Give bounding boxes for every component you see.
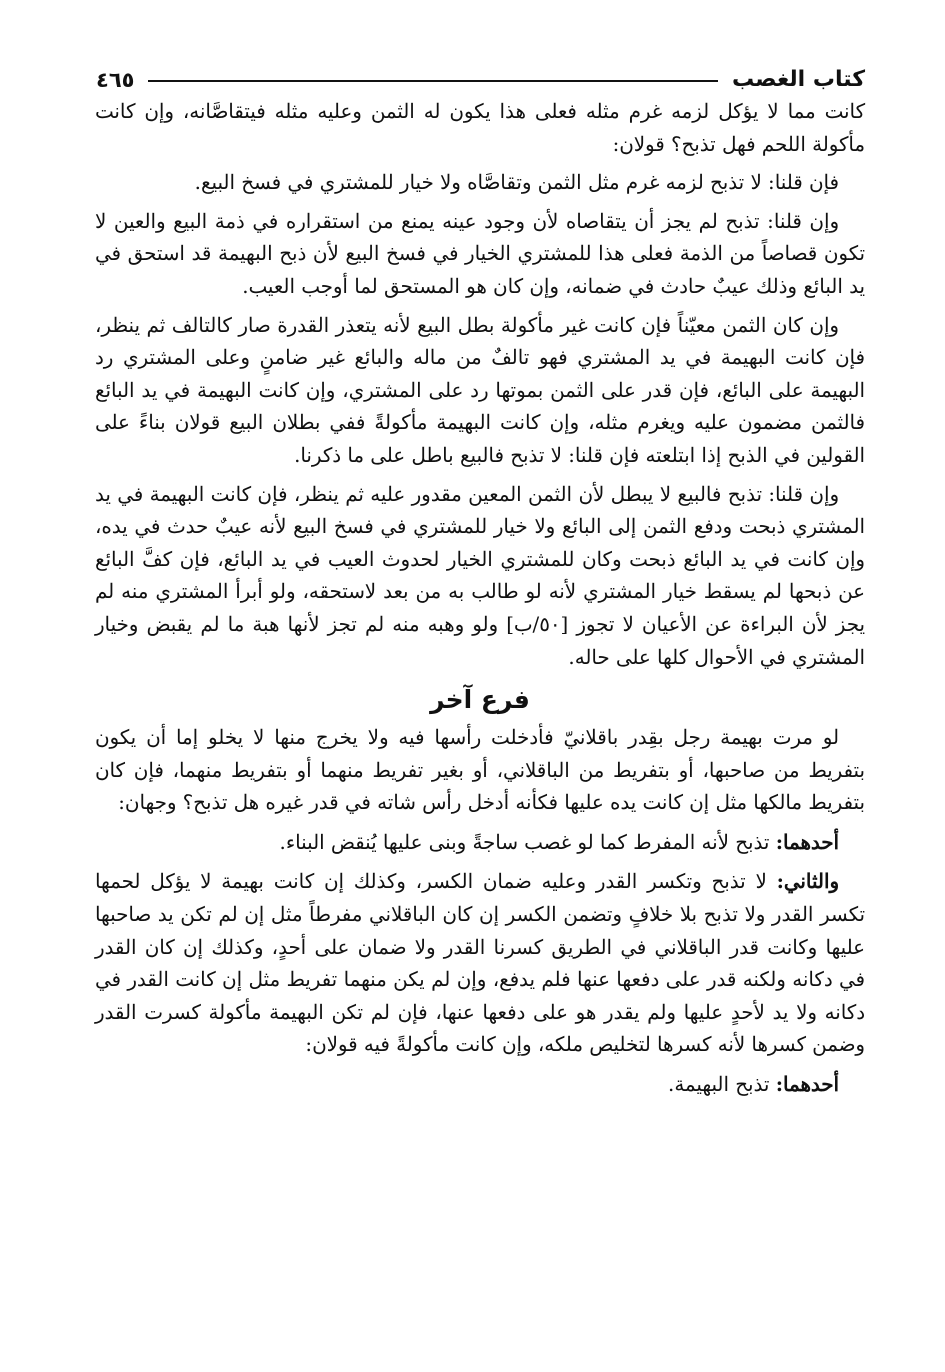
paragraph-2: فإن قلنا: لا تذبح لزمه غرم مثل الثمن وتقاصَّاه ولا خيار للمشتري في فسخ البيع. [194, 171, 839, 195]
opinion-label-third: أحدهما: [775, 1072, 839, 1097]
opinion-text-second: لا تذبح وتكسر القدر وعليه ضمان الكسر، وكذلك إن كانت بهيمة لا يؤكل لحمها تكسر القدر ولا تذبح بلا خلافٍ وتضمن الكسر إن كان الباقلاني مفرطاً مثل إن لم تكن يد صاحبها عليها وكانت قدر الباقلاني في الطريق كسرنا القدر ولا ضمان على أحدٍ، وكذلك إن كان القدر في دكانه ولكنه قدر على دفعها عنها فلم يدفع، وإن لم يكن منهما تفريط مثل إن كانت القدر في دكانه ولا يد لأحدٍ عليها ولم يقدر هو على دفعها عنها، فإن لم تكن البهيمة مأكولة كسرت القدر وضمن كسرها لأنه كسرها لتخليص ملكه، وإن كانت مأكولةً فيه قولان: [95, 870, 865, 1057]
paragraph-8 [95, 865, 865, 1062]
opinion-label-second: والثاني: [776, 869, 839, 894]
opinion-text-first: تذبح لأنه المفرط كما لو غصب ساجةً وبنى عليها يُنقض البناء. [279, 830, 776, 854]
paragraph-5: وإن قلنا: تذبح فالبيع لا يبطل لأن الثمن المعين مقدور عليه ثم ينظر، فإن كانت البهيمة في يد المشتري ذبحت ودفع الثمن إلى البائع ولا خيار للمشتري في فسخ البيع لأنه عيبٌ حدث في يده، وإن كانت في يد البائع ذبحت وكان للمشتري الخيار لحدوث العيب في يد البائع، فإن كفَّ البائع عن ذبحها لم يسقط خيار المشتري لأنه لو طالب به من بعد لاستحقه، ولو أبرأ المشتري منه لم يجز لأن البراءة عن الأعيان لا تجوز [٥٠/ب] ولو وهبه منه لم تجز لأنها هبة ما لم يقبض وخيار المشتري في الأحوال كلها على حاله. [95, 482, 865, 669]
paragraph-6: لو مرت بهيمة رجل بقِدر باقلانيّ فأدخلت رأسها فيه ولا يخرج منها لا يخلو إما أن يكون بتفريط من صاحبها، أو بتفريط من الباقلاني، أو بغير تفريط منهما أو بتفريط منهما، فإن كان بتفريط مالكها مثل إن كانت يده عليها فكأنه أدخل رأس شاته في قدر غيره هل تذبح؟ وجهان: [95, 726, 865, 815]
section-heading: فرع آخر [430, 685, 530, 715]
paragraph-4: وإن كان الثمن معيّناً فإن كانت غير مأكولة بطل البيع لأنه يتعذر القدرة صار كالتالف ثم ينظر، فإن كانت البهيمة في يد المشتري فهو تالفٌ من ماله والبائع غير ضامنٍ وعلى المشتري رد البهيمة على البائع، فإن قدر على الثمن بموتها رد على المشتري، وإن كانت البهيمة في يد البائع فالثمن مضمون عليه ويغرم مثله، وإن كانت البهيمة مأكولةً ففي بطلان البيع قولان بناءً على القولين في الذبح إذا ابتلعته فإن قلنا: لا تذبح فالبيع باطل على ما ذكرنا. [95, 313, 865, 467]
opinion-text-third: تذبح البهيمة. [668, 1073, 776, 1097]
header-rule [148, 80, 718, 82]
paragraph-7 [95, 826, 865, 860]
paragraph-9 [95, 1068, 865, 1102]
paragraph-3: وإن قلنا: تذبح لم يجز أن يتقاصاه لأن وجود عينه يمنع من استقراره في ذمة البيع والعين لا تكون قصاصاً من الذمة فعلى هذا للمشتري الخيار في فسخ البيع لأن ذبح البهيمة قد استحق في يد البائع وذلك عيبٌ حادث في ضمانه، وإن كان هو المستحق لما أوجب العيب. [95, 209, 865, 298]
paragraph-1: كانت مما لا يؤكل لزمه غرم مثله فعلى هذا يكون له الثمن وعليه مثله فيتقاصَّانه، وإن كانت مأكولة اللحم فهل تذبح؟ قولان: [95, 100, 865, 156]
opinion-label-first: أحدهما: [775, 829, 839, 854]
page-header [96, 52, 865, 92]
page-number: ٤٦٥ [96, 68, 135, 92]
page-body [95, 96, 865, 1108]
running-title: كتاب الغصب [732, 67, 865, 92]
